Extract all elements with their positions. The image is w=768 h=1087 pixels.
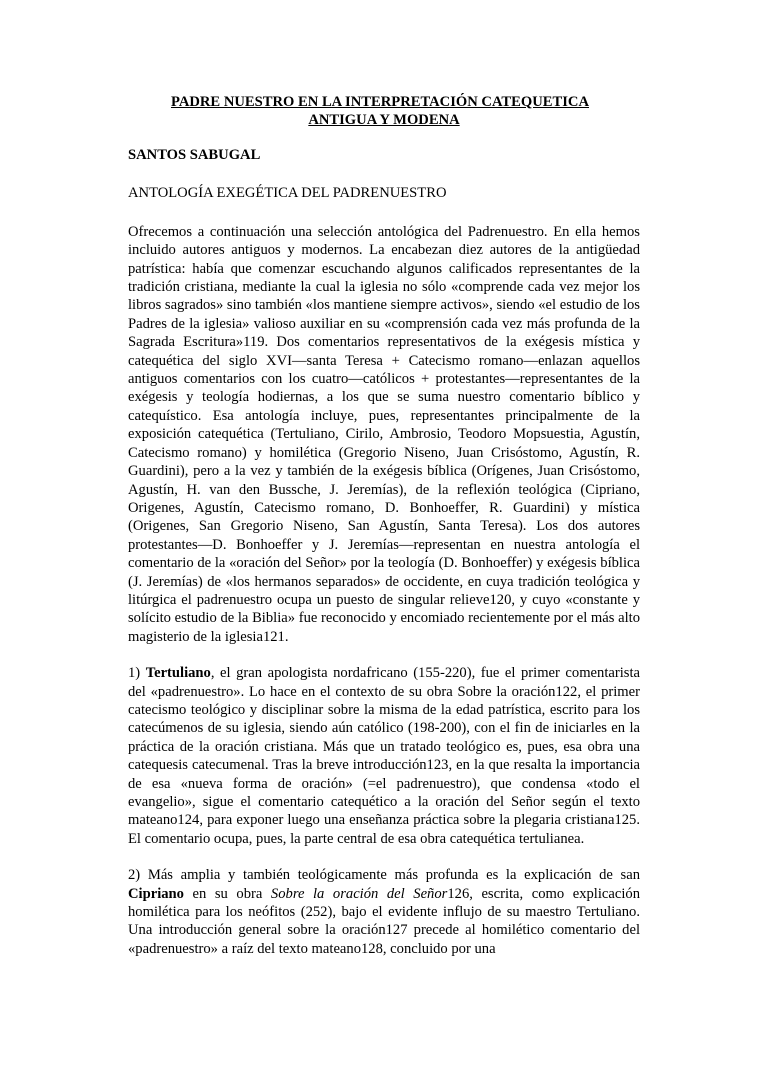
work-title: Sobre la oración del Señor — [270, 885, 448, 902]
title-line-2: ANTIGUA Y MODENA — [308, 112, 460, 128]
paragraph-intro: 2) Más amplia y también teológicamente más profunda es la explicación de san — [128, 867, 640, 884]
author-name-tertuliano: Tertuliano — [145, 665, 211, 682]
paragraph-cipriano — [128, 866, 640, 958]
title-line-1: PADRE NUESTRO EN LA INTERPRETACIÓN CATEQUETICA — [170, 94, 589, 110]
paragraph-text: , el gran apologista nordafricano (155-220), fue el primer comentarista del «padrenuestro». Lo hace en el contexto de su obra Sobre la oración122, el primer catecismo teológico y disciplinar sobre la misma de la edad patrística, escrito para los catecúmenos de su iglesia, siendo aún católico (198-200), con el fin de iniciarles en la práctica de la oración cristiana. Más que un tratado teológico es, pues, esa obra una catequesis catecumenal. Tras la breve introducción123, en la que resalta la importancia de esa «nueva forma de oración» (=el padrenuestro), que condensa «todo el evangelio», sigue el comentario catequético a la oración del Señor según el texto mateano124, para exponer luego una enseñanza práctica sobre la plegaria cristiana125. El comentario ocupa, pues, la parte central de esa obra catequética tertulianea. — [128, 665, 640, 847]
paragraph-connector: en su obra — [183, 885, 271, 902]
document-title — [128, 93, 640, 129]
paragraph-text: 126, escrita, como explicación homilética para los neófitos (252), bajo el evidente influjo de su maestro Tertuliano. Una introducción general sobre la oración127 precede al homilético comentario del «padrenuestro» a raíz del texto mateano128, concluido por una — [128, 885, 641, 957]
author-name: SANTOS SABUGAL — [128, 147, 261, 163]
section-heading: ANTOLOGÍA EXEGÉTICA DEL PADRENUESTRO — [128, 185, 447, 202]
paragraph-number: 1) — [128, 665, 146, 682]
intro-paragraph: Ofrecemos a continuación una selección antológica del Padrenuestro. En ella hemos incluido autores antiguos y modernos. La encabezan diez autores de la antigüedad patrística: había que comenzar escuchando algunos calificados representantes de la tradición cristiana, mediante la cual la iglesia no sólo «comprende cada vez mejor los libros sagrados» sino también «los mantiene siempre activos», siendo «el estudio de los Padres de la iglesia» valioso auxiliar en su «comprensión cada vez más profunda de la Sagrada Escritura»119. Dos comentarios representativos de la exégesis mística y catequética del siglo XVI—santa Teresa + Catecismo romano—enlazan aquellos antiguos comentarios con los cuatro—católicos + protestantes—representantes de la exégesis y teología hodiernas, a los que se suma nuestro comentario bíblico y catequístico. Esa antología incluye, pues, representantes principalmente de la exposición catequética (Tertuliano, Cirilo, Ambrosio, Teodoro Mopsuestia, Agustín, Catecismo romano) y homilética (Gregorio Niseno, Juan Crisóstomo, Agustín, R. Guardini), pero a la vez y también de la exégesis bíblica (Orígenes, Juan Crisóstomo, Agustín, H. van den Bussche, J. Jeremías), de la reflexión teológica (Cipriano, Origenes, Agustín, Catecismo romano, D. Bonhoeffer, R. Guardini) y mística (Origenes, San Gregorio Niseno, San Agustín, Santa Teresa). Los dos autores protestantes—D. Bonhoeffer y J. Jeremías—representan en nuestra antología el comentario de la «oración del Señor» por la teología (D. Bonhoeffer) y exégesis bíblica (J. Jeremías) de «los hermanos separados» de occidente, en cuya tradición teológica y litúrgica el padrenuestro ocupa un puesto de singular relieve120, y cuyo «constante y solícito estudio de la Biblia» fue reconocido y encomiado recientemente por el más alto magisterio de la iglesia121. — [128, 223, 640, 645]
author-name-cipriano: Cipriano — [128, 885, 184, 902]
paragraph-tertuliano — [128, 664, 640, 848]
